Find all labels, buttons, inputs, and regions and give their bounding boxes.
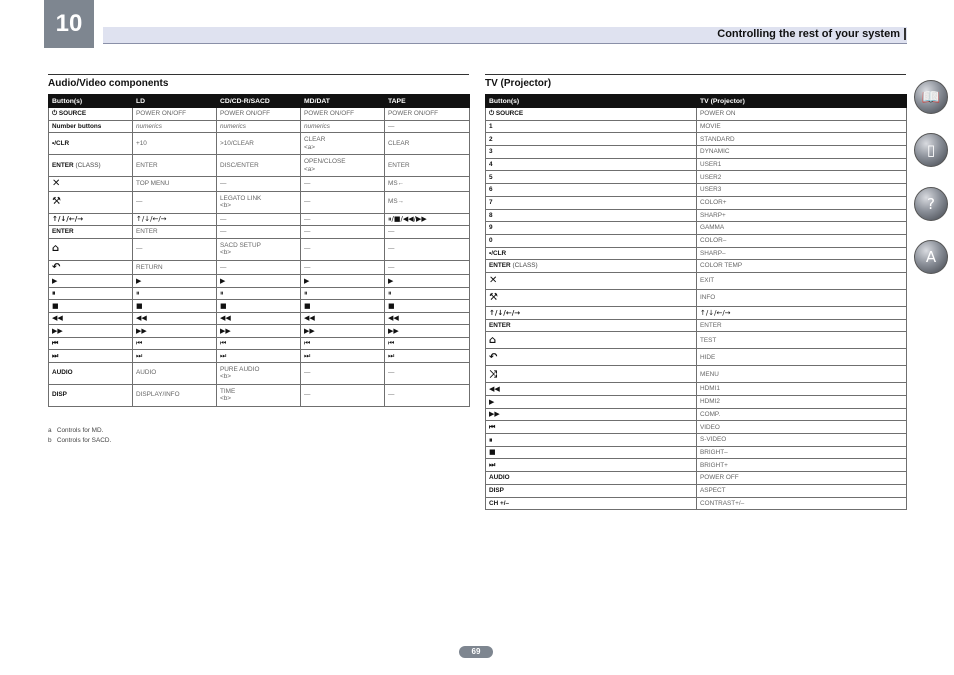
function-cell: ◀◀ — [385, 312, 470, 325]
button-label: ▶▶ — [489, 410, 500, 419]
button-label: 2 — [489, 135, 493, 143]
function-cell: POWER ON/OFF — [301, 108, 385, 121]
table-row — [486, 146, 907, 159]
function-cell: ▶ — [301, 275, 385, 288]
function-cell: ⏮ — [301, 337, 385, 350]
button-cell — [486, 383, 697, 396]
button-cell — [49, 213, 133, 226]
function-cell: BRIGHT– — [697, 446, 907, 459]
function-cell: ▶▶ — [301, 325, 385, 338]
function-cell: RETURN — [133, 260, 217, 275]
table-row — [486, 349, 907, 366]
function-cell: — — [217, 260, 301, 275]
table-row — [486, 484, 907, 497]
table-row — [49, 300, 470, 313]
button-cell — [486, 396, 697, 409]
button-label: ⚒ — [489, 292, 498, 304]
function-cell: numerics — [133, 120, 217, 133]
button-cell — [49, 362, 133, 384]
table-row — [49, 226, 470, 239]
table-row — [486, 366, 907, 383]
function-cell: BRIGHT+ — [697, 459, 907, 472]
button-label: ⌂ — [52, 243, 60, 255]
function-cell: ⏸ — [301, 287, 385, 300]
table-row — [486, 196, 907, 209]
button-label: •/CLR — [489, 249, 507, 257]
table-row — [49, 312, 470, 325]
column-header: MD/DAT — [301, 95, 385, 108]
function-cell: ↑/↓/←/→ — [697, 306, 907, 319]
table-row — [49, 213, 470, 226]
function-cell: HDMI1 — [697, 383, 907, 396]
function-cell: USER2 — [697, 171, 907, 184]
table-row — [486, 472, 907, 485]
table-row — [486, 234, 907, 247]
table-row — [49, 260, 470, 275]
header-title: Controlling the rest of your system — [717, 28, 906, 40]
button-cell — [486, 332, 697, 349]
button-cell — [49, 275, 133, 288]
table-row — [486, 171, 907, 184]
function-cell: ◀◀ — [301, 312, 385, 325]
function-cell: CLEAR <a> — [301, 133, 385, 155]
function-cell: ⏭ — [217, 350, 301, 363]
button-cell — [49, 337, 133, 350]
button-label: DISP — [52, 391, 67, 399]
button-cell — [486, 484, 697, 497]
button-label: ⌂ — [489, 334, 497, 346]
function-cell: — — [301, 384, 385, 406]
button-cell — [49, 300, 133, 313]
table-row — [486, 184, 907, 197]
function-cell: — — [217, 177, 301, 192]
button-label: ✕ — [52, 178, 61, 189]
column-header: CD/CD-R/SACD — [217, 95, 301, 108]
table-header-row — [486, 95, 907, 108]
function-cell: — — [385, 226, 470, 239]
function-cell: ⏮ — [133, 337, 217, 350]
button-cell — [486, 260, 697, 273]
button-label: AUDIO — [52, 369, 73, 377]
function-cell: ▶ — [217, 275, 301, 288]
table-row — [486, 133, 907, 146]
function-cell: OPEN/CLOSE <a> — [301, 155, 385, 177]
button-label: ⏻ SOURCE — [489, 110, 524, 118]
button-cell — [486, 158, 697, 171]
av-section-rule — [48, 74, 469, 75]
function-cell: PURE AUDIO <b> — [217, 362, 301, 384]
button-cell — [486, 196, 697, 209]
function-cell: — — [385, 384, 470, 406]
header-rule — [103, 43, 907, 44]
function-cell: ▶ — [133, 275, 217, 288]
function-cell: — — [301, 191, 385, 213]
function-cell: ↑/↓/←/→ — [133, 213, 217, 226]
button-cell — [486, 171, 697, 184]
function-cell: HDMI2 — [697, 396, 907, 409]
function-cell: ⏸ — [133, 287, 217, 300]
button-label: ■ — [489, 448, 496, 457]
button-cell — [49, 287, 133, 300]
function-cell: VIDEO — [697, 421, 907, 434]
page-number: 69 — [459, 646, 493, 658]
function-cell: — — [301, 226, 385, 239]
button-label: ▶ — [52, 276, 58, 285]
table-row — [486, 120, 907, 133]
button-cell — [486, 289, 697, 306]
table-row — [49, 120, 470, 133]
column-header: TV (Projector) — [697, 95, 907, 108]
button-cell — [49, 177, 133, 192]
button-label: 6 — [489, 186, 493, 194]
button-cell — [49, 191, 133, 213]
column-header: LD — [133, 95, 217, 108]
function-cell: POWER ON/OFF — [133, 108, 217, 121]
function-cell: — — [301, 260, 385, 275]
remote-control-icon[interactable]: ▯ — [914, 133, 948, 167]
function-cell: — — [217, 226, 301, 239]
button-label: Number buttons — [52, 122, 102, 130]
button-label: ENTER — [52, 161, 74, 169]
function-cell: ASPECT — [697, 484, 907, 497]
column-header: TAPE — [385, 95, 470, 108]
table-row — [49, 325, 470, 338]
table-row — [486, 209, 907, 222]
function-cell: SHARP+ — [697, 209, 907, 222]
table-row — [49, 362, 470, 384]
button-cell — [486, 306, 697, 319]
button-cell — [486, 120, 697, 133]
function-cell: — — [301, 362, 385, 384]
table-row — [486, 289, 907, 306]
table-row — [49, 350, 470, 363]
button-label: ENTER — [489, 321, 511, 329]
function-cell: CLEAR — [385, 133, 470, 155]
function-cell: numerics — [301, 120, 385, 133]
table-row — [486, 434, 907, 447]
button-cell — [486, 421, 697, 434]
function-cell: ■ — [217, 300, 301, 313]
a-to-z-icon[interactable]: A — [914, 240, 948, 274]
button-cell — [486, 222, 697, 235]
button-label: ENTER — [52, 228, 74, 236]
button-label: ▶▶ — [52, 326, 63, 335]
function-cell: DISC/ENTER — [217, 155, 301, 177]
function-cell: HIDE — [697, 349, 907, 366]
function-cell: INFO — [697, 289, 907, 306]
button-cell — [49, 325, 133, 338]
button-cell — [486, 434, 697, 447]
function-cell: +10 — [133, 133, 217, 155]
button-label: CH +/– — [489, 499, 510, 507]
function-cell: COLOR TEMP — [697, 260, 907, 273]
button-cell — [486, 319, 697, 332]
function-cell: AUDIO — [133, 362, 217, 384]
function-cell: ENTER — [385, 155, 470, 177]
button-cell — [486, 459, 697, 472]
chapter-number: 10 — [44, 0, 94, 48]
table-row — [486, 396, 907, 409]
table-row — [49, 191, 470, 213]
table-row — [486, 446, 907, 459]
button-label: 0 — [489, 237, 493, 245]
table-row — [486, 332, 907, 349]
function-cell: SACD SETUP <b> — [217, 238, 301, 260]
button-label: ↶ — [52, 261, 61, 273]
button-cell — [49, 226, 133, 239]
table-row — [49, 384, 470, 406]
button-cell — [49, 120, 133, 133]
table-row — [486, 306, 907, 319]
table-row — [486, 108, 907, 121]
function-cell: — — [385, 238, 470, 260]
column-header: Button(s) — [49, 95, 133, 108]
button-cell — [49, 238, 133, 260]
table-row — [486, 260, 907, 273]
button-label: ⤨ — [489, 368, 497, 380]
button-cell — [486, 234, 697, 247]
button-label: ✕ — [489, 275, 498, 287]
table-row — [486, 497, 907, 510]
table-row — [49, 133, 470, 155]
button-cell — [486, 247, 697, 260]
function-cell: POWER OFF — [697, 472, 907, 485]
function-cell: ⏮ — [217, 337, 301, 350]
function-cell: MENU — [697, 366, 907, 383]
button-label: ↑/↓/←/→ — [489, 308, 521, 317]
button-cell — [49, 108, 133, 121]
table-row — [486, 383, 907, 396]
button-label: ↶ — [489, 351, 498, 363]
footnote-a: a Controls for MD. — [48, 427, 104, 434]
function-cell: numerics — [217, 120, 301, 133]
footnotes — [48, 426, 111, 446]
function-cell: TIME <b> — [217, 384, 301, 406]
button-cell — [49, 155, 133, 177]
function-cell: ■ — [133, 300, 217, 313]
button-label: ⏻ SOURCE — [52, 110, 87, 118]
function-cell: ▶ — [385, 275, 470, 288]
button-label: ◀◀ — [52, 314, 63, 323]
function-cell: ENTER — [697, 319, 907, 332]
table-row — [486, 158, 907, 171]
function-cell: ENTER — [133, 155, 217, 177]
table-row — [49, 337, 470, 350]
table-row — [49, 177, 470, 192]
function-cell: ▶▶ — [217, 325, 301, 338]
button-label: ◀◀ — [489, 384, 500, 393]
button-label: ▶ — [489, 397, 495, 406]
function-cell: — — [217, 213, 301, 226]
button-label: 3 — [489, 148, 493, 156]
function-cell: POWER ON/OFF — [217, 108, 301, 121]
button-label: ⏭ — [52, 351, 59, 360]
book-icon[interactable]: 📖 — [914, 80, 948, 114]
button-label: 5 — [489, 173, 493, 181]
button-label: ↑/↓/←/→ — [52, 215, 84, 224]
button-label: 1 — [489, 122, 493, 130]
question-mark-icon[interactable]: ? — [914, 187, 948, 221]
button-label: •/CLR — [52, 139, 70, 147]
function-cell: ■ — [385, 300, 470, 313]
av-components-table — [48, 94, 470, 407]
button-cell — [49, 260, 133, 275]
button-cell — [49, 312, 133, 325]
function-cell: ◀◀ — [133, 312, 217, 325]
button-label: AUDIO — [489, 474, 510, 482]
button-cell — [486, 184, 697, 197]
button-cell — [486, 446, 697, 459]
table-row — [49, 287, 470, 300]
button-cell — [486, 146, 697, 159]
tv-section-title: TV (Projector) — [485, 78, 552, 89]
button-cell — [49, 133, 133, 155]
table-row — [486, 408, 907, 421]
function-cell: — — [385, 120, 470, 133]
table-row — [49, 155, 470, 177]
footnote-b: b Controls for SACD. — [48, 437, 112, 444]
button-qualifier: (CLASS) — [510, 262, 538, 270]
button-label: ⚒ — [52, 196, 61, 208]
function-cell: — — [301, 238, 385, 260]
function-cell: ⏸/■/◀◀/▶▶ — [385, 213, 470, 226]
function-cell: S-VIDEO — [697, 434, 907, 447]
function-cell: ▶▶ — [133, 325, 217, 338]
function-cell: ENTER — [133, 226, 217, 239]
button-label: 7 — [489, 198, 493, 206]
button-label: ⏭ — [489, 461, 496, 470]
function-cell: MS← — [385, 177, 470, 192]
function-cell: ⏭ — [133, 350, 217, 363]
button-label: 4 — [489, 160, 493, 168]
function-cell: DISPLAY/INFO — [133, 384, 217, 406]
tv-section-rule — [485, 74, 906, 75]
button-cell — [486, 209, 697, 222]
function-cell: MOVIE — [697, 120, 907, 133]
function-cell: SHARP– — [697, 247, 907, 260]
function-cell: STANDARD — [697, 133, 907, 146]
function-cell: — — [385, 260, 470, 275]
button-label: ⏸ — [489, 435, 493, 444]
table-row — [486, 247, 907, 260]
function-cell: ⏮ — [385, 337, 470, 350]
button-cell — [486, 272, 697, 289]
function-cell: TOP MENU — [133, 177, 217, 192]
function-cell: — — [133, 191, 217, 213]
button-cell — [49, 384, 133, 406]
function-cell: — — [301, 213, 385, 226]
button-label: ⏮ — [489, 423, 496, 432]
table-row — [486, 319, 907, 332]
function-cell: COMP. — [697, 408, 907, 421]
button-label: 8 — [489, 211, 493, 219]
button-cell — [486, 108, 697, 121]
function-cell: GAMMA — [697, 222, 907, 235]
button-cell — [486, 497, 697, 510]
function-cell: ⏸ — [217, 287, 301, 300]
column-header: Button(s) — [486, 95, 697, 108]
function-cell: ■ — [301, 300, 385, 313]
table-row — [486, 272, 907, 289]
button-cell — [486, 366, 697, 383]
function-cell: CONTRAST+/– — [697, 497, 907, 510]
button-label: ■ — [52, 301, 59, 310]
function-cell: POWER ON/OFF — [385, 108, 470, 121]
function-cell: ⏭ — [301, 350, 385, 363]
button-qualifier: (CLASS) — [73, 161, 101, 169]
function-cell: — — [133, 238, 217, 260]
function-cell: USER1 — [697, 158, 907, 171]
button-label: 9 — [489, 224, 493, 232]
function-cell: — — [385, 362, 470, 384]
function-cell: POWER ON — [697, 108, 907, 121]
button-label: ⏸ — [52, 289, 56, 298]
function-cell: EXIT — [697, 272, 907, 289]
table-row — [486, 222, 907, 235]
function-cell: COLOR– — [697, 234, 907, 247]
tv-projector-table — [485, 94, 907, 510]
button-cell — [49, 350, 133, 363]
av-section-title: Audio/Video components — [48, 78, 169, 89]
function-cell: — — [301, 177, 385, 192]
function-cell: COLOR+ — [697, 196, 907, 209]
function-cell: >10/CLEAR — [217, 133, 301, 155]
table-row — [49, 275, 470, 288]
function-cell: ⏸ — [385, 287, 470, 300]
table-row — [486, 421, 907, 434]
table-header-row — [49, 95, 470, 108]
function-cell: MS→ — [385, 191, 470, 213]
function-cell: ⏭ — [385, 350, 470, 363]
button-label: ENTER — [489, 262, 511, 270]
button-cell — [486, 408, 697, 421]
button-cell — [486, 472, 697, 485]
table-row — [49, 238, 470, 260]
button-cell — [486, 349, 697, 366]
function-cell: ▶▶ — [385, 325, 470, 338]
table-row — [49, 108, 470, 121]
function-cell: ◀◀ — [217, 312, 301, 325]
function-cell: TEST — [697, 332, 907, 349]
button-label: ⏮ — [52, 339, 59, 348]
button-label: DISP — [489, 486, 504, 494]
function-cell: LEGATO LINK <b> — [217, 191, 301, 213]
function-cell: USER3 — [697, 184, 907, 197]
function-cell: DYNAMIC — [697, 146, 907, 159]
button-cell — [486, 133, 697, 146]
table-row — [486, 459, 907, 472]
